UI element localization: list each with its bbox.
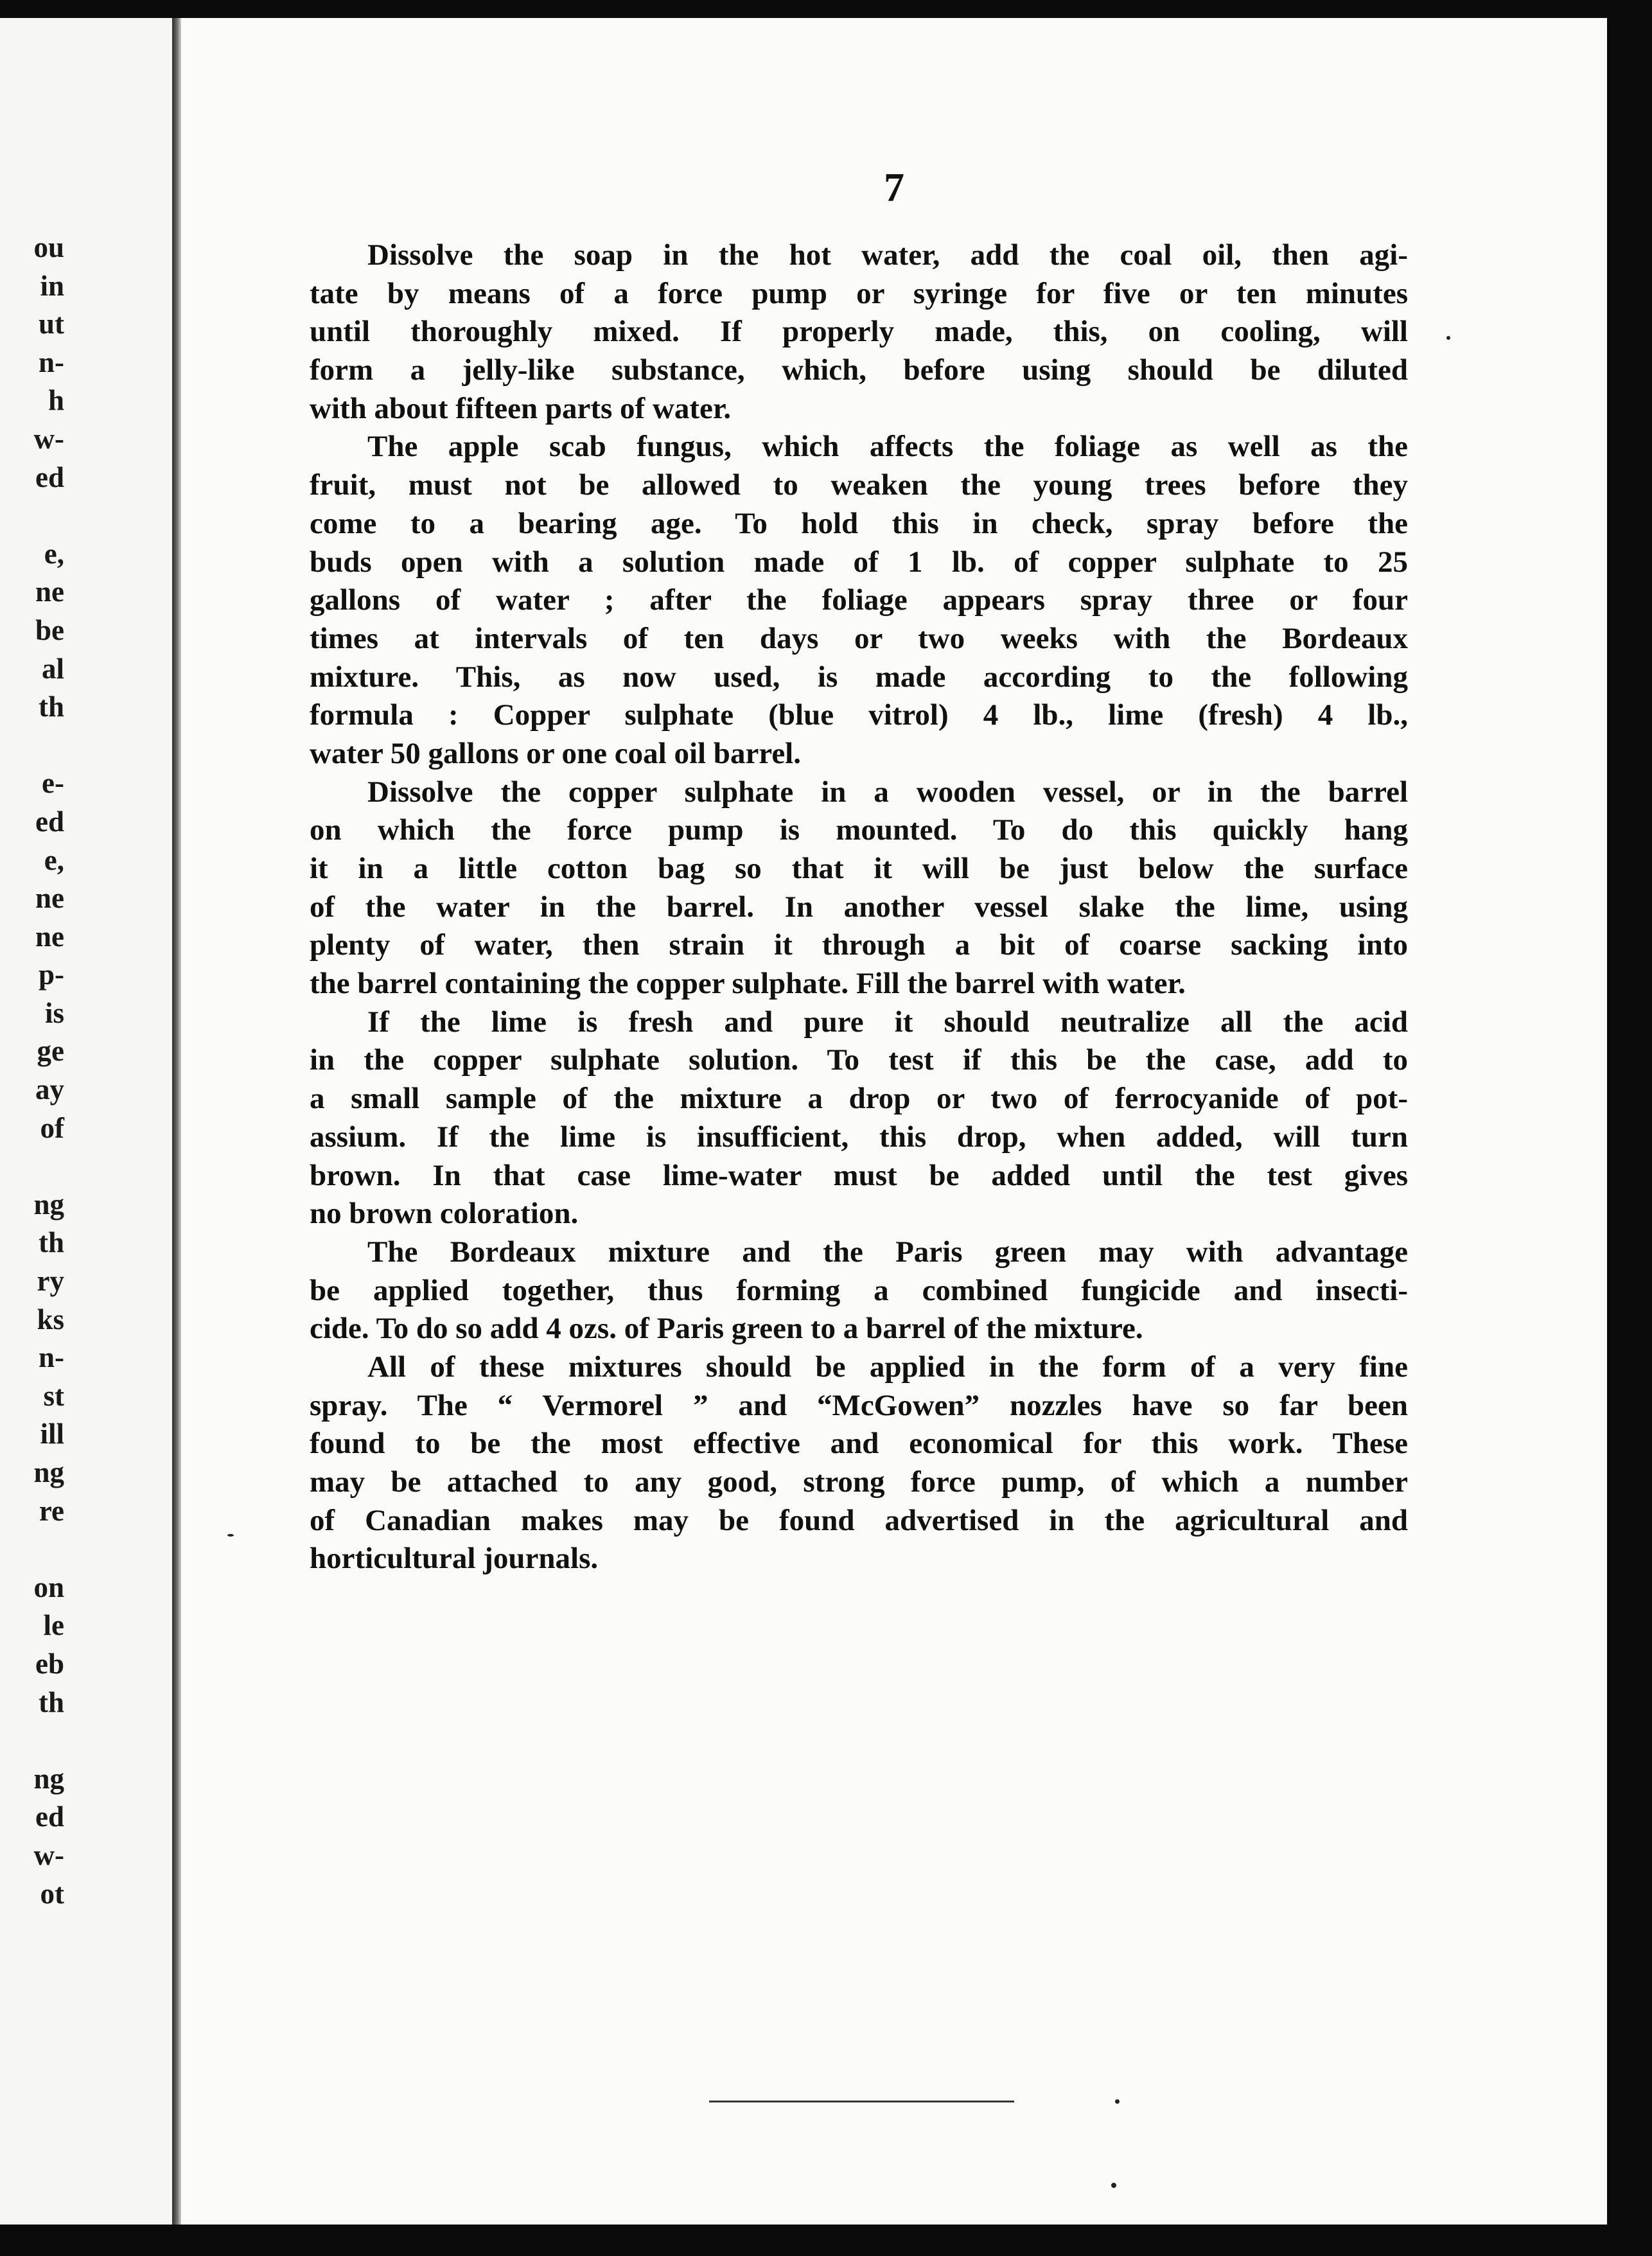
left-page-fragment: n-: [38, 346, 64, 378]
left-page-fragment: ng: [33, 1456, 64, 1488]
text-line: fruit, must not be allowed to weaken the young trees before they: [310, 468, 1408, 502]
left-page-fragment: ry: [37, 1265, 64, 1298]
text-line: Dissolve the copper sulphate in a wooden vessel, or in the barrel: [367, 775, 1408, 809]
left-page-fragment: ne: [35, 920, 64, 953]
left-page-fragment: w-: [33, 1838, 64, 1871]
text-line: the barrel containing the copper sulphate. Fill the barrel with water.: [310, 967, 1186, 1001]
text-line: with about fifteen parts of water.: [310, 391, 732, 425]
left-page-fragment: st: [43, 1379, 64, 1412]
text-line: The Bordeaux mixture and the Paris green may with advantage: [367, 1235, 1408, 1269]
left-page-fragment: [0, 1722, 64, 1760]
left-page-fragment: h: [48, 384, 64, 417]
text-line: of Canadian makes may be found advertised in the agricultural and: [310, 1503, 1408, 1537]
text-line: assium. If the lime is insufficient, this drop, when added, will turn: [310, 1120, 1408, 1154]
left-page-fragment: ed: [35, 1801, 64, 1833]
left-page-fragment: al: [41, 652, 64, 685]
left-page-fragment: e,: [44, 843, 64, 876]
text-line: gallons of water ; after the foliage appears spray three or four: [310, 583, 1408, 617]
left-page-fragment: on: [33, 1571, 64, 1603]
left-page-fragment: [0, 1147, 64, 1186]
left-page-fragment: re: [39, 1494, 64, 1527]
text-line: The apple scab fungus, which affects the foliage as well as the: [367, 430, 1408, 464]
page-number: 7: [884, 164, 904, 210]
text-line: on which the force pump is mounted. To do this quickly hang: [310, 813, 1408, 847]
left-page-fragment: th: [38, 1226, 64, 1259]
left-page-cropped-text: [0, 229, 64, 1913]
scan-speck: [1446, 336, 1450, 340]
text-line: times at intervals of ten days or two weeks with the Bordeaux: [310, 621, 1408, 655]
text-line: All of these mixtures should be applied in the form of a very fine: [367, 1350, 1408, 1384]
right-page: [181, 18, 1607, 2225]
left-page-fragment: of: [40, 1111, 64, 1144]
text-line: come to a bearing age. To hold this in check, spray before the: [310, 506, 1408, 540]
text-line: tate by means of a force pump or syringe for five or ten minutes: [310, 276, 1408, 310]
text-line: form a jelly-like substance, which, before using should be diluted: [310, 353, 1408, 387]
text-line: brown. In that case lime-water must be added until the test gives: [310, 1158, 1408, 1192]
left-page-fragment: le: [43, 1609, 64, 1642]
text-line: no brown coloration.: [310, 1197, 579, 1231]
text-line: mixture. This, as now used, is made according to the following: [310, 660, 1408, 694]
text-line: Dissolve the soap in the hot water, add the coal oil, then agi-: [367, 238, 1408, 272]
body-text: [310, 236, 1408, 1578]
left-page-fragment: p-: [38, 958, 64, 991]
left-page-fragment: in: [40, 269, 64, 302]
text-line: until thoroughly mixed. If properly made, this, on cooling, will: [310, 315, 1408, 349]
left-page-fragment: ill: [40, 1418, 64, 1450]
left-page-fragment: eb: [35, 1647, 64, 1680]
scan-speck: [1111, 2183, 1116, 2188]
text-line: be applied together, thus forming a combined fungicide and insecti-: [310, 1273, 1408, 1307]
text-line: cide. To do so add 4 ozs. of Paris green to a barrel of the mixture.: [310, 1312, 1143, 1346]
text-line: found to be the most effective and economical for this work. These: [310, 1427, 1408, 1461]
text-line: it in a little cotton bag so that it will be just below the surface: [310, 852, 1408, 885]
left-page-fragment: n-: [38, 1341, 64, 1374]
left-page-fragment: ks: [37, 1303, 64, 1335]
page-gutter-shadow: [172, 18, 181, 2225]
text-line: If the lime is fresh and pure it should neutralize all the acid: [367, 1005, 1408, 1039]
left-page-fragment: ne: [35, 882, 64, 915]
left-page-fragment: e-: [42, 767, 64, 800]
left-page-fragment: ou: [33, 231, 64, 263]
left-page-fragment: ng: [33, 1188, 64, 1221]
end-rule: [709, 2101, 1014, 2102]
left-page-fragment: ot: [40, 1877, 64, 1910]
text-line: water 50 gallons or one coal oil barrel.: [310, 736, 801, 770]
left-page-fragment: ay: [35, 1073, 64, 1106]
left-page-fragment: ed: [35, 461, 64, 493]
text-line: horticultural journals.: [310, 1542, 599, 1576]
text-line: plenty of water, then strain it through a bit of coarse sacking into: [310, 928, 1408, 962]
scan-speck: [227, 1534, 234, 1537]
text-line: of the water in the barrel. In another vessel slake the lime, using: [310, 890, 1408, 924]
left-page-fragment: ge: [37, 1035, 64, 1068]
text-line: formula : Copper sulphate (blue vitrol) 4 lb., lime (fresh) 4 lb.,: [310, 698, 1408, 732]
text-line: a small sample of the mixture a drop or two of ferrocyanide of pot-: [310, 1082, 1408, 1116]
text-line: buds open with a solution made of 1 lb. of copper sulphate to 25: [310, 545, 1408, 579]
text-line: in the copper sulphate solution. To test if this be the case, add to: [310, 1043, 1408, 1077]
text-line: may be attached to any good, strong force pump, of which a number: [310, 1465, 1408, 1499]
left-page-fragment: th: [38, 1686, 64, 1718]
left-page-fragment: th: [38, 691, 64, 723]
left-page-fragment: [0, 727, 64, 765]
left-page-fragment: w-: [33, 422, 64, 455]
left-facing-page: [0, 18, 172, 2225]
left-page-fragment: [0, 1530, 64, 1569]
left-page-fragment: [0, 497, 64, 535]
left-page-fragment: be: [35, 613, 64, 646]
left-page-fragment: is: [44, 996, 64, 1029]
left-page-fragment: e,: [44, 537, 64, 570]
left-page-fragment: ed: [35, 805, 64, 838]
text-line: spray. The “ Vermorel ” and “McGowen” nozzles have so far been: [310, 1388, 1408, 1422]
left-page-fragment: ng: [33, 1762, 64, 1795]
scan-speck: [1115, 2099, 1120, 2104]
left-page-fragment: ut: [38, 308, 64, 340]
left-page-fragment: ne: [35, 576, 64, 608]
